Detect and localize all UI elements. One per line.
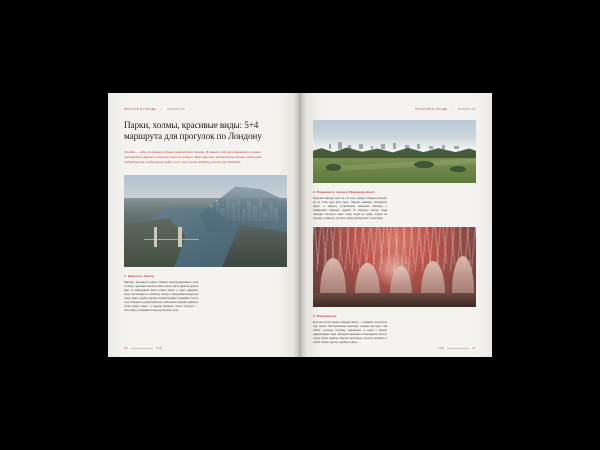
running-head-topic: МАРШРУТЫ: [166, 107, 185, 111]
folio-number: 26: [124, 346, 128, 350]
hero-atmosphere: [124, 175, 287, 267]
left-page: [108, 93, 300, 357]
right-bottom-caption-row: [313, 314, 476, 344]
folio-label: ГИД: [155, 346, 163, 350]
folio-rule: [131, 348, 153, 349]
caption-text: Если вы хотите увидеть Лондон иначе — с изнанки, спуститесь под землю. Викторианская насосная станция выглядит как собор: чугунные колонны, крашенные в алый и белый, поддерживают свод. Экскурсии проходят по выходным, билеты лучше брать заранее. Внутри прохладно, поэтому возьмите с собой тёплую куртку и удобную обувь.: [313, 321, 387, 344]
right-running-head: [313, 107, 476, 111]
caption-number: 1. Крепость Темзы: [124, 274, 155, 279]
running-head-separator: —: [159, 107, 163, 111]
hero-image: [124, 175, 287, 267]
right-top-caption-row: [313, 190, 476, 220]
photo3-floor: [313, 293, 476, 307]
caption-block-1-spacer: [205, 274, 279, 312]
caption-number: 3. Подземелье: [313, 314, 337, 319]
magazine-spread: [108, 93, 492, 357]
left-running-head: [124, 107, 287, 111]
running-head-section: ПРОСТОЙ В ГОРОДЕ: [124, 107, 156, 111]
caption-block-2: [313, 190, 387, 220]
folio-label: ГИД: [437, 346, 445, 350]
running-head-section: ПРОСТОЙ В ГОРОДЕ: [415, 107, 448, 111]
left-caption-row: [124, 274, 287, 312]
photo2-skyline: [320, 141, 470, 149]
folio-rule: [447, 348, 469, 349]
photo2-bush: [326, 164, 341, 171]
photo2-bush: [414, 161, 434, 169]
caption-block-3: [313, 314, 387, 344]
caption-text: Маршрут начинается возле главного железнодорожного узла столицы, где можно выпить кофе и взять карту. Дальше дорога идёт по набережной мимо старых доков, и через двадцать минут вы выходите к зелёному склону с панорамным видом на город. Здесь удобно сделать первый привал: скамейки стоят в тени платанов, а рядом работает небольшая кофейня. Дальше тропа уходит вверх, и подъём занимает около получаса — зато сверху открывается вид на излучину реки.: [124, 281, 198, 312]
photo2-lawn: [313, 158, 476, 183]
park-panorama-image: [313, 120, 476, 183]
left-folio: [124, 346, 162, 350]
right-page: [300, 93, 492, 357]
caption-text: Короткий маршрут для тех, кто хочет увидеть Лондон целиком, но не готов идти весь день. Подъём занимает пятнадцать минут, а наверху установлена каменная табличка с названиями видимых зданий. В хорошую погоду сюда приходят смотреть закат: люди сидят на траве, играют на гитарах, и кажется, что весь город принадлежит только вам.: [313, 197, 387, 220]
page-title: Парки, холмы, красивые виды: 5+4 маршрута для прогулок по Лондону: [124, 120, 262, 142]
caption-number: 2. Поднимите город в Примроуз-Хилл: [313, 190, 375, 194]
standfirst: Лондон — один из самых зелёных европейских столиц. В нашем гиде рассказываем о самых интересных парках и зонах на свежем воздухе. Вот правила: активность лёгкая, небольшие подкрепления в небольшом кафе и то, что лучше любить устали от Лондона.: [124, 149, 262, 165]
photo2-bush: [450, 166, 466, 172]
running-head-topic: МАРШРУТЫ: [458, 107, 476, 111]
folio-number: 27: [472, 346, 476, 350]
running-head-separator: —: [451, 107, 454, 111]
caption-block-1: [124, 274, 198, 312]
right-folio: [438, 346, 476, 350]
victorian-vault-image: [313, 227, 476, 307]
